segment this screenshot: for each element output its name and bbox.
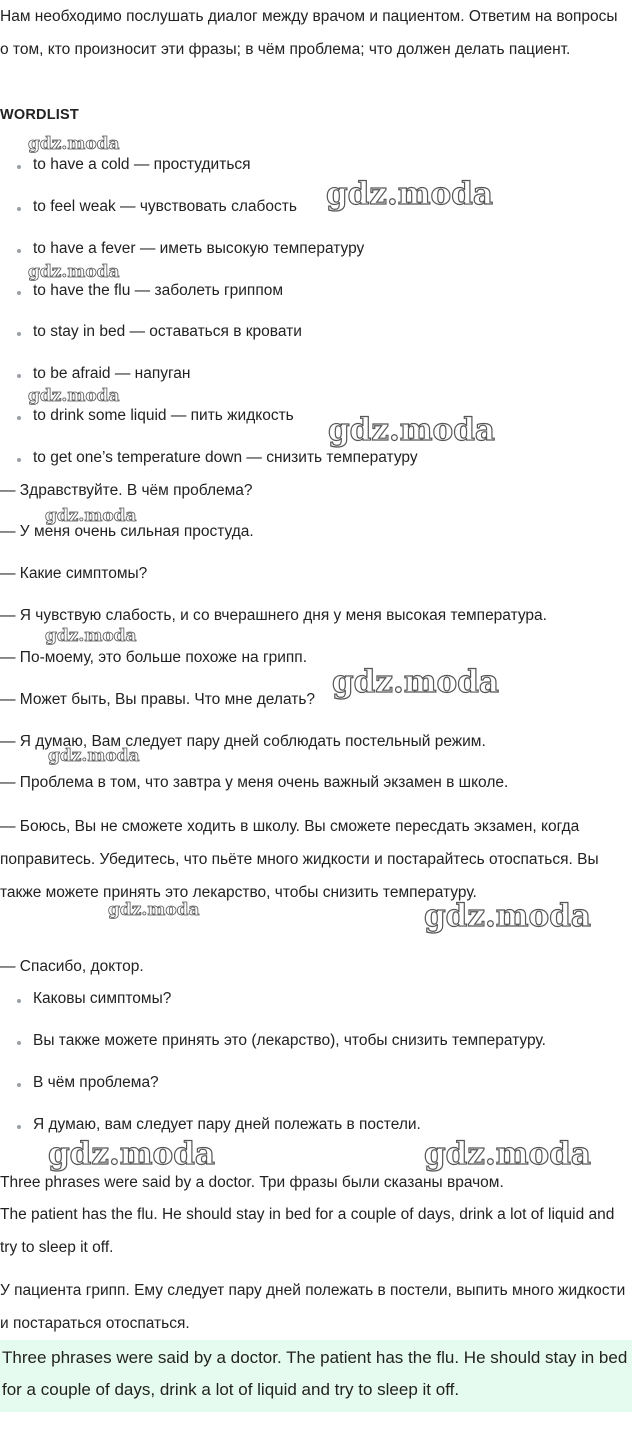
- answer-paragraph-ru: У пациента грипп. Ему следует пару дней полежать в постели, выпить много жидкости и постараться отоспаться.: [0, 1282, 626, 1332]
- dialogue-line: — Может быть, Вы правы. Что мне делать?: [0, 691, 316, 708]
- list-item: to have a fever — иметь высокую температуру: [33, 238, 364, 260]
- watermark-logo: gdz.moda: [45, 506, 137, 526]
- dialogue-line: — По-моему, это больше похоже на грипп.: [0, 649, 307, 666]
- dialogue-line: — Я думаю, Вам следует пару дней соблюдать постельный режим.: [0, 733, 486, 750]
- watermark-logo: gdz.moda: [328, 412, 495, 448]
- dialogue-line: — У меня очень сильная простуда.: [0, 523, 254, 540]
- list-item: to be afraid — напуган: [33, 363, 190, 385]
- watermark-logo: gdz.moda: [48, 746, 140, 766]
- watermark-logo: gdz.moda: [28, 262, 120, 282]
- final-answer-text: Three phrases were said by a doctor. The patient has the flu. He should stay in bed for a couple of days, drink a lot of liquid and try to sleep it off.: [2, 1348, 628, 1399]
- watermark-logo: gdz.moda: [108, 900, 200, 920]
- dialogue-line: — Здравствуйте. В чём проблема?: [0, 482, 253, 499]
- answer-paragraph-en: The patient has the flu. He should stay in bed for a couple of days, drink a lot of liquid and try to sleep it off.: [0, 1206, 615, 1256]
- watermark-logo: gdz.moda: [332, 664, 499, 700]
- watermark-logo: gdz.moda: [45, 626, 137, 646]
- final-answer-box: [0, 1340, 632, 1412]
- answer-line: Three phrases were said by a doctor. Три фразы были сказаны врачом.: [0, 1174, 504, 1191]
- dialogue-line: — Спасибо, доктор.: [0, 958, 144, 975]
- watermark-logo: gdz.moda: [48, 1136, 215, 1172]
- intro-paragraph: Нам необходимо послушать диалог между врачом и пациентом. Ответим на вопросы о том, кто произносит эти фразы; в чём проблема; что должен делать пациент.: [0, 8, 618, 58]
- watermark-logo: gdz.moda: [28, 134, 120, 154]
- list-item: В чём проблема?: [33, 1072, 159, 1094]
- watermark-logo: gdz.moda: [424, 1136, 591, 1172]
- dialogue-line: — Какие симптомы?: [0, 565, 148, 582]
- doctor-reply-paragraph: — Боюсь, Вы не сможете ходить в школу. Вы сможете пересдать экзамен, когда поправитесь. Убедитесь, что пьёте много жидкости и постарайтесь отоспаться. Вы также можете принять это лекарство, чтобы снизить температуру.: [0, 818, 599, 901]
- list-item: to get one’s temperature down — снизить температуру: [33, 447, 418, 469]
- list-item: to have a cold — простудиться: [33, 154, 251, 176]
- list-item: to feel weak — чувствовать слабость: [33, 196, 297, 218]
- list-item: Каковы симптомы?: [33, 988, 171, 1010]
- watermark-logo: gdz.moda: [326, 176, 493, 212]
- list-item: Вы также можете принять это (лекарство), чтобы снизить температуру.: [33, 1030, 546, 1052]
- dialogue-line: — Проблема в том, что завтра у меня очень важный экзамен в школе.: [0, 774, 509, 791]
- dialogue-line: — Я чувствую слабость, и со вчерашнего дня у меня высокая температура.: [0, 607, 547, 624]
- watermark-logo: gdz.moda: [28, 386, 120, 406]
- watermark-logo: gdz.moda: [424, 898, 591, 934]
- list-item: to drink some liquid — пить жидкость: [33, 405, 294, 427]
- list-item: to stay in bed — оставаться в кровати: [33, 321, 302, 343]
- list-item: Я думаю, вам следует пару дней полежать в постели.: [33, 1114, 421, 1136]
- wordlist-heading: WORDLIST: [0, 107, 79, 123]
- list-item: to have the flu — заболеть гриппом: [33, 280, 283, 302]
